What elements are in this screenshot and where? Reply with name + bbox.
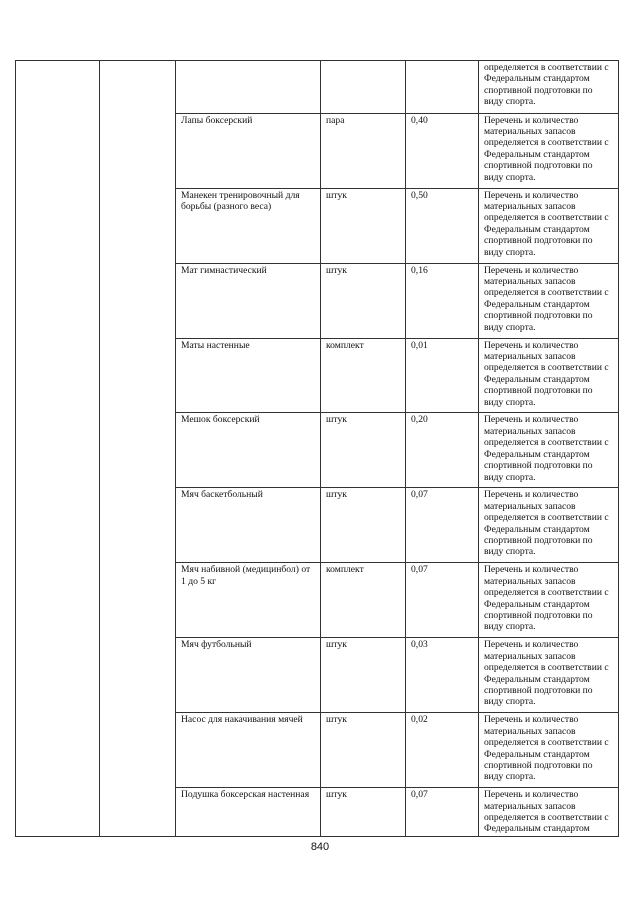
item-name-cell: Мат гимнастический bbox=[176, 263, 321, 338]
note-cell: Перечень и количество материальных запасов определяется в соответствии с Федеральным стандартом спортивной подготовки по виду спорта. bbox=[479, 113, 619, 188]
note-cell: Перечень и количество материальных запасов определяется в соответствии с Федеральным стандартом спортивной подготовки по виду спорта. bbox=[479, 638, 619, 713]
unit-cell: штук bbox=[321, 713, 406, 788]
note-cell: Перечень и количество материальных запасов определяется в соответствии с Федеральным стандартом спортивной подготовки по виду спорта. bbox=[479, 713, 619, 788]
amount-cell: 0,07 bbox=[406, 488, 479, 563]
unit-cell bbox=[321, 61, 406, 114]
note-cell: Перечень и количество материальных запасов определяется в соответствии с Федеральным стандартом bbox=[479, 788, 619, 837]
item-name-cell: Насос для накачивания мячей bbox=[176, 713, 321, 788]
note-cell: Перечень и количество материальных запасов определяется в соответствии с Федеральным стандартом спортивной подготовки по виду спорта. bbox=[479, 413, 619, 488]
unit-cell: штук bbox=[321, 413, 406, 488]
item-name-cell: Мешок боксерский bbox=[176, 413, 321, 488]
unit-cell: штук bbox=[321, 488, 406, 563]
note-cell: определяется в соответствии с Федеральным стандартом спортивной подготовки по виду спорта. bbox=[479, 61, 619, 114]
amount-cell: 0,07 bbox=[406, 563, 479, 638]
note-cell: Перечень и количество материальных запасов определяется в соответствии с Федеральным стандартом спортивной подготовки по виду спорта. bbox=[479, 263, 619, 338]
item-name-cell: Подушка боксерская настенная bbox=[176, 788, 321, 837]
note-cell: Перечень и количество материальных запасов определяется в соответствии с Федеральным стандартом спортивной подготовки по виду спорта. bbox=[479, 488, 619, 563]
amount-cell: 0,03 bbox=[406, 638, 479, 713]
item-name-cell: Мяч набивной (медицинбол) от 1 до 5 кг bbox=[176, 563, 321, 638]
item-name-cell: Мяч баскетбольный bbox=[176, 488, 321, 563]
note-cell: Перечень и количество материальных запасов определяется в соответствии с Федеральным стандартом спортивной подготовки по виду спорта. bbox=[479, 338, 619, 413]
item-name-cell: Мяч футбольный bbox=[176, 638, 321, 713]
item-name-cell: Лапы боксерский bbox=[176, 113, 321, 188]
note-cell: Перечень и количество материальных запасов определяется в соответствии с Федеральным стандартом спортивной подготовки по виду спорта. bbox=[479, 188, 619, 263]
item-name-cell bbox=[176, 61, 321, 114]
amount-cell: 0,20 bbox=[406, 413, 479, 488]
amount-cell: 0,40 bbox=[406, 113, 479, 188]
item-name-cell: Маты настенные bbox=[176, 338, 321, 413]
amount-cell bbox=[406, 61, 479, 114]
item-name-cell: Манекен тренировочный для борьбы (разного веса) bbox=[176, 188, 321, 263]
amount-cell: 0,07 bbox=[406, 788, 479, 837]
unit-cell: комплект bbox=[321, 563, 406, 638]
amount-cell: 0,50 bbox=[406, 188, 479, 263]
unit-cell: штук bbox=[321, 263, 406, 338]
page-number: 840 bbox=[310, 841, 330, 853]
amount-cell: 0,01 bbox=[406, 338, 479, 413]
unit-cell: штук bbox=[321, 188, 406, 263]
table-row-continuation bbox=[16, 61, 619, 114]
amount-cell: 0,16 bbox=[406, 263, 479, 338]
equipment-table-body bbox=[16, 61, 619, 837]
equipment-table bbox=[15, 60, 619, 837]
amount-cell: 0,02 bbox=[406, 713, 479, 788]
section-number-cell bbox=[16, 61, 100, 837]
unit-cell: штук bbox=[321, 638, 406, 713]
unit-cell: комплект bbox=[321, 338, 406, 413]
note-cell: Перечень и количество материальных запасов определяется в соответствии с Федеральным стандартом спортивной подготовки по виду спорта. bbox=[479, 563, 619, 638]
section-title-cell bbox=[100, 61, 176, 837]
unit-cell: штук bbox=[321, 788, 406, 837]
unit-cell: пара bbox=[321, 113, 406, 188]
